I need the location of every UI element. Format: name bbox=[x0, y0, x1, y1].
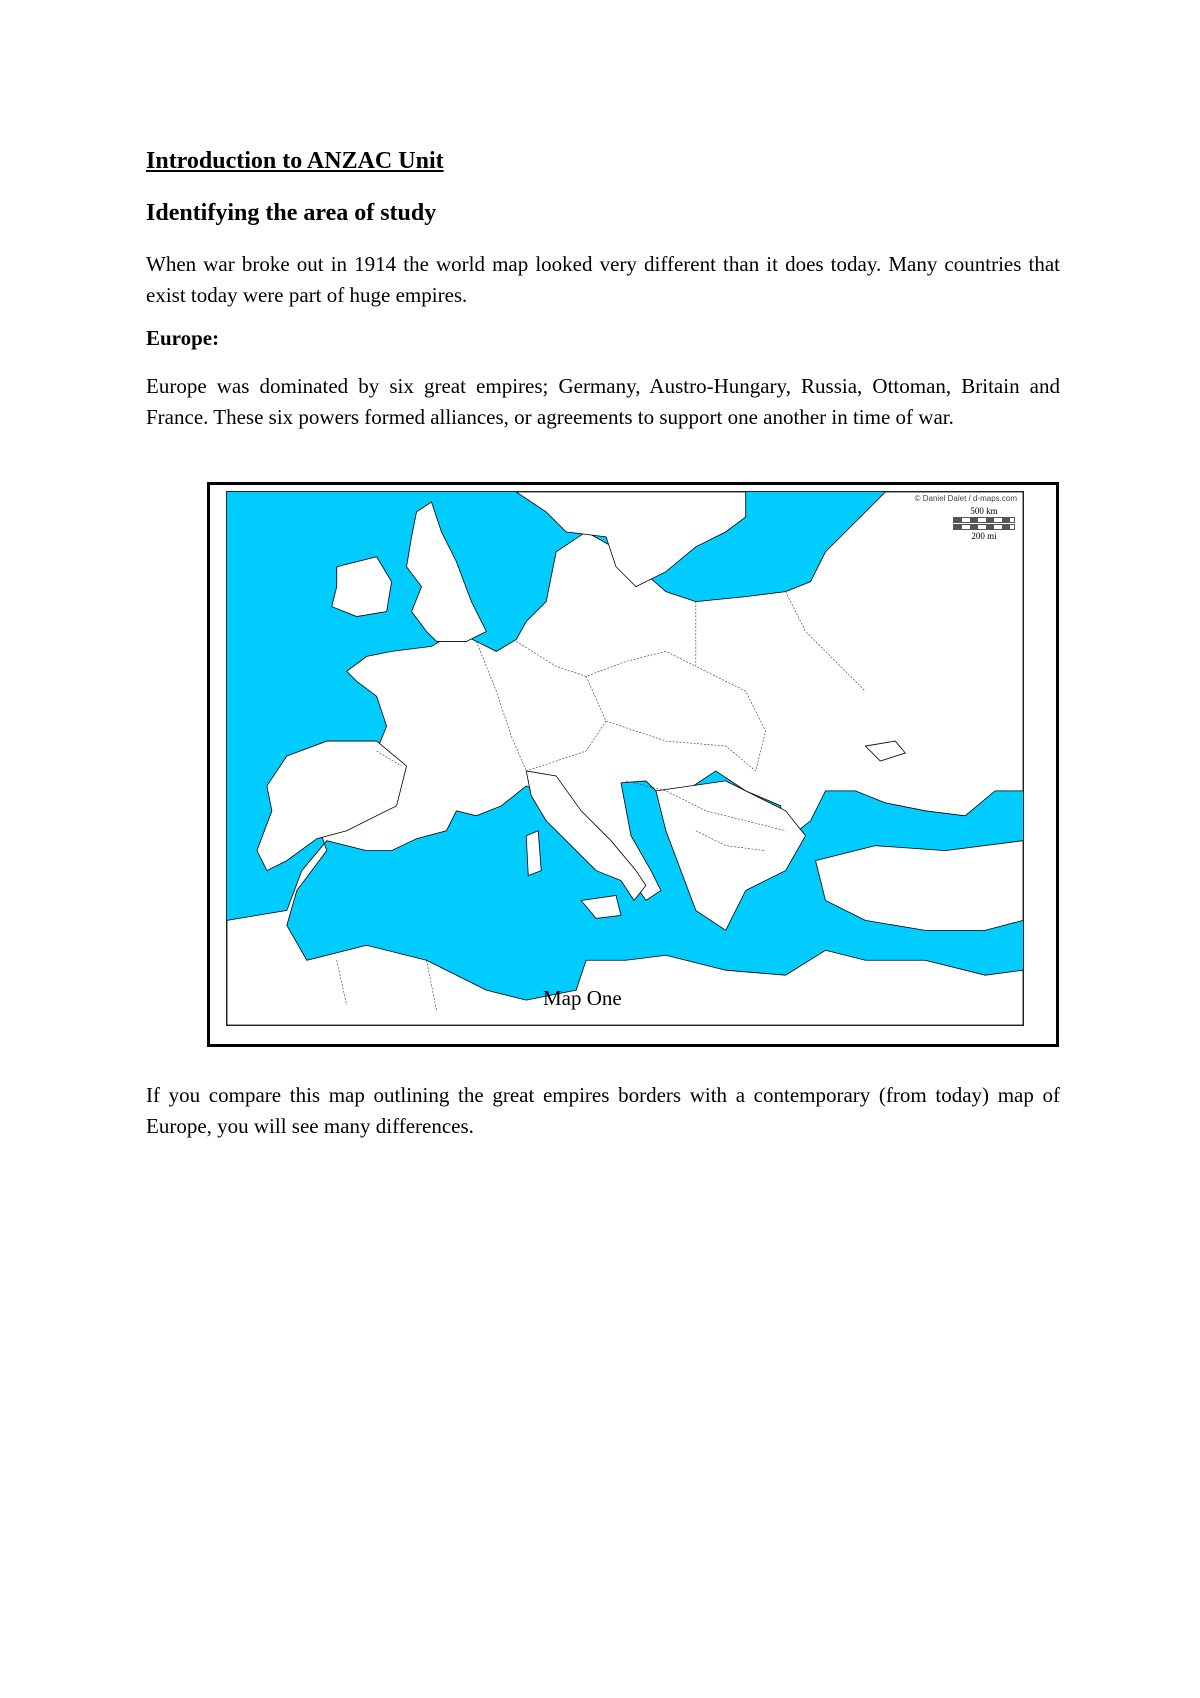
sardinia-land bbox=[526, 831, 541, 876]
map-scale bbox=[953, 506, 1015, 541]
section-subtitle: Identifying the area of study bbox=[146, 200, 437, 226]
scale-km-label: 500 km bbox=[970, 506, 998, 516]
europe-heading: Europe: bbox=[146, 326, 220, 350]
document-title: Introduction to ANZAC Unit bbox=[146, 148, 444, 174]
intro-paragraph: When war broke out in 1914 the world map looked very different than it does today. Many countries that exist today were part of huge empires. bbox=[146, 252, 1060, 307]
map-caption: Map One bbox=[543, 986, 622, 1010]
scale-mi-label: 200 mi bbox=[971, 531, 997, 541]
closing-paragraph: If you compare this map outlining the great empires borders with a contemporary (from today) map of Europe, you will see many differences. bbox=[146, 1083, 1060, 1138]
map-frame bbox=[207, 482, 1059, 1047]
europe-paragraph: Europe was dominated by six great empires; Germany, Austro-Hungary, Russia, Ottoman, Britain and France. These six powers formed alliances, or agreements to support one another in time of war. bbox=[146, 374, 1060, 429]
europe-map-graphic bbox=[227, 492, 1023, 1025]
scale-bar-km bbox=[953, 517, 1015, 523]
scale-bar-mi bbox=[953, 524, 1015, 530]
europe-map bbox=[226, 491, 1024, 1026]
map-copyright: © Daniel Dalet / d-maps.com bbox=[914, 494, 1017, 503]
